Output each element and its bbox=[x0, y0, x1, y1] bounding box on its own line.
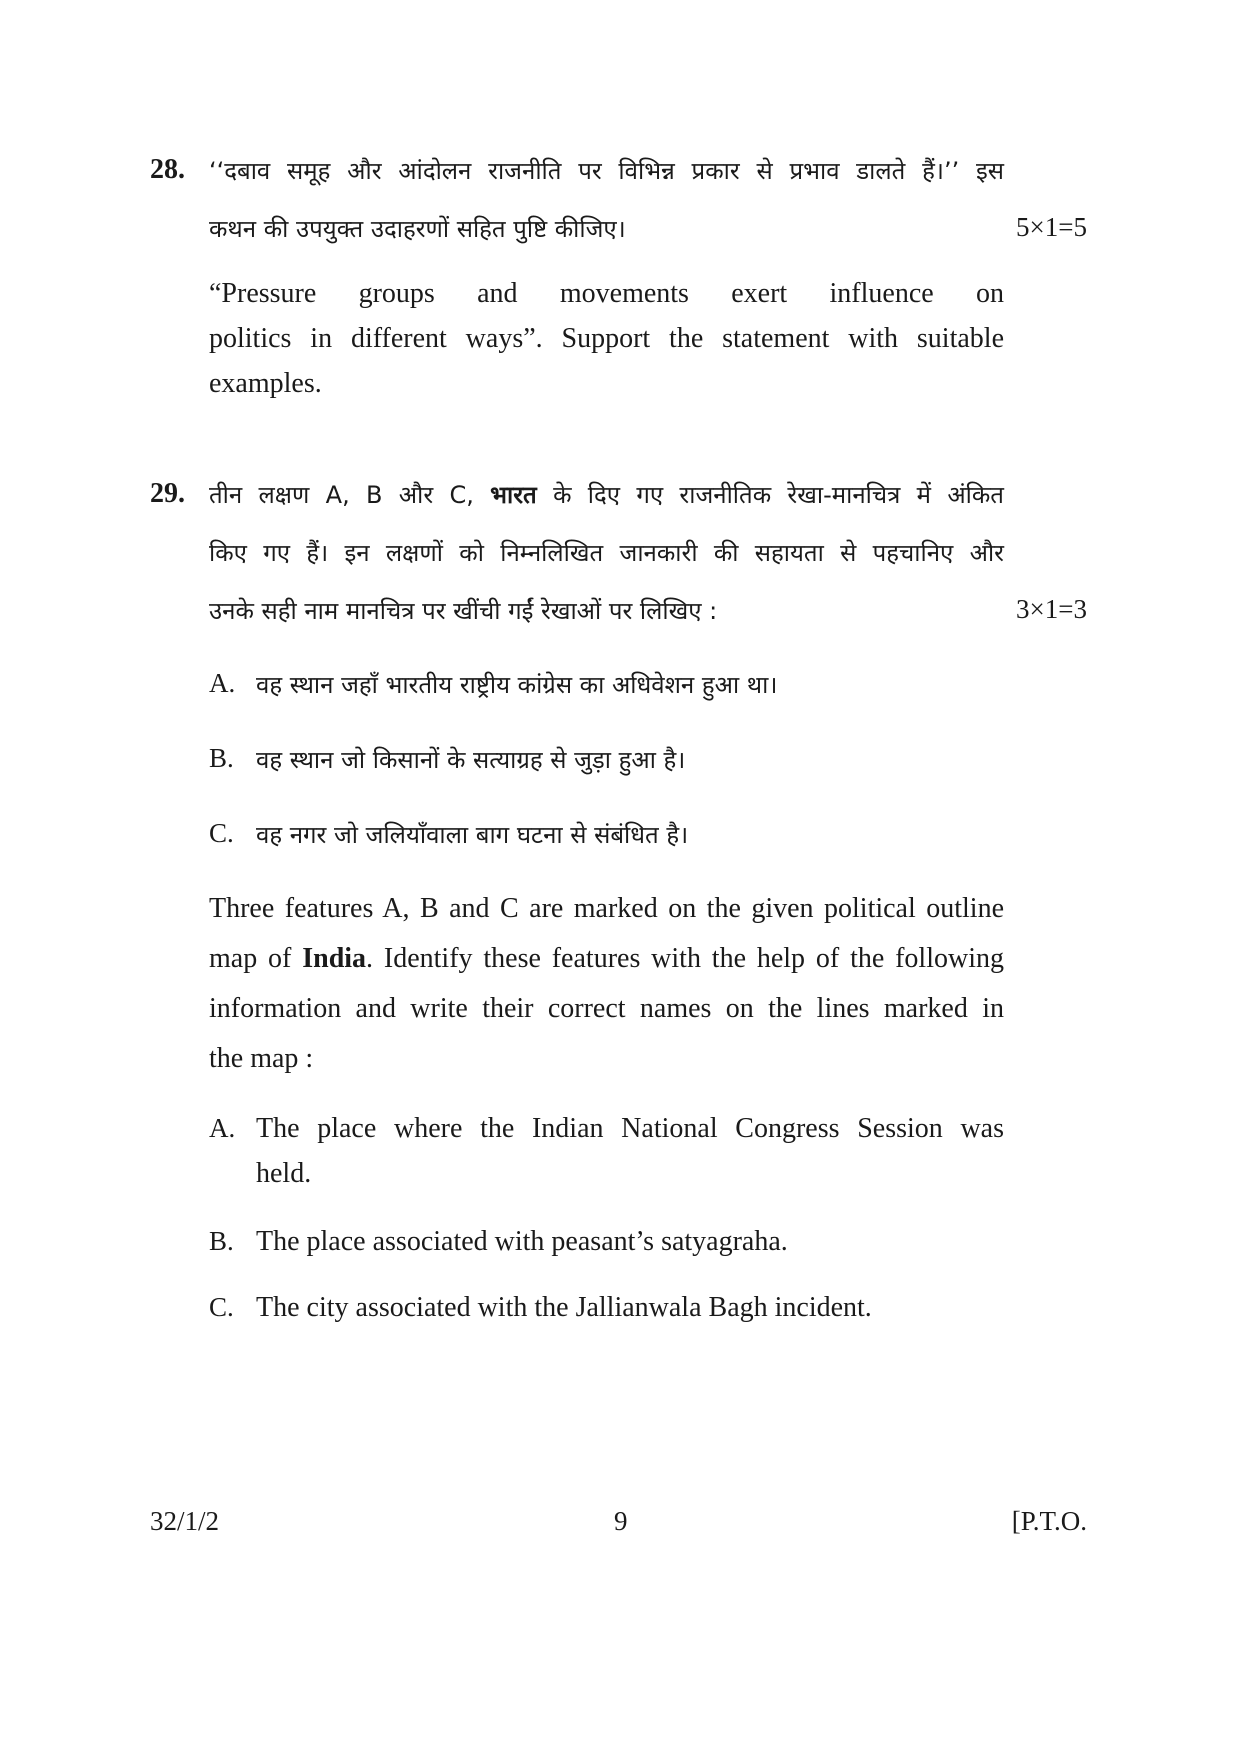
footer-paper-code: 32/1/2 bbox=[150, 1506, 220, 1536]
question-28-hindi-line-2: कथन की उपयुक्त उदाहरणों सहित पुष्टि कीजिए। bbox=[209, 215, 626, 243]
question-29-hindi-option-b-text: वह स्थान जो किसानों के सत्याग्रह से जुड़ा हुआ है। bbox=[256, 746, 686, 774]
question-29-marks: 3×1=3 bbox=[1016, 594, 1087, 624]
question-29-hindi-bold-bharat: भारत bbox=[490, 481, 537, 509]
question-29-hindi-option-c-text: वह नगर जो जलियाँवाला बाग घटना से संबंधित है। bbox=[256, 821, 689, 849]
question-29-hindi-line-1-pre: तीन लक्षण A, B और C, bbox=[209, 481, 474, 509]
question-28-number: 28. bbox=[150, 154, 185, 185]
question-29-hindi-line-1 bbox=[209, 478, 1004, 511]
footer-pto: [P.T.O. bbox=[1011, 1506, 1087, 1536]
question-29-hindi-option-a-text: वह स्थान जहाँ भारतीय राष्ट्रीय कांग्रेस का अधिवेशन हुआ था। bbox=[256, 671, 778, 699]
question-28-english-line-2: politics in different ways”. Support the statement with suitable bbox=[209, 323, 1004, 354]
question-29-english-option-a-line-2: held. bbox=[256, 1158, 312, 1189]
question-29-english-option-a-line-1: The place where the Indian National Congress Session was bbox=[256, 1113, 1004, 1144]
question-29-english-line-1: Three features A, B and C are marked on the given political outline bbox=[209, 893, 1004, 924]
question-29-hindi-option-b-letter: B. bbox=[209, 743, 234, 773]
question-29-english-line-3: information and write their correct names on the lines marked in bbox=[209, 993, 1004, 1024]
question-29-english-line-4: the map : bbox=[209, 1043, 314, 1074]
question-28-english-line-3: examples. bbox=[209, 368, 322, 399]
question-29-hindi-line-1-post: के दिए गए राजनीतिक रेखा-मानचित्र में अंकित bbox=[553, 481, 1004, 509]
question-29-english-option-a-letter: A. bbox=[209, 1113, 236, 1143]
question-29-english-line-2 bbox=[209, 943, 1004, 975]
question-29-english-line-2-post: . Identify these features with the help of the following bbox=[366, 943, 1004, 974]
question-29-english-option-b-letter: B. bbox=[209, 1226, 234, 1256]
question-29-number: 29. bbox=[150, 478, 185, 509]
question-29-hindi-line-2: किए गए हैं। इन लक्षणों को निम्नलिखित जानकारी की सहायता से पहचानिए और bbox=[209, 539, 1004, 567]
question-29-english-option-b-text: The place associated with peasant’s satyagraha. bbox=[256, 1226, 788, 1257]
question-29-english-option-c-text: The city associated with the Jallianwala Bagh incident. bbox=[256, 1292, 872, 1323]
question-28-hindi-line-1: ‘‘दबाव समूह और आंदोलन राजनीति पर विभिन्न प्रकार से प्रभाव डालते हैं।’’ इस bbox=[209, 157, 1004, 185]
question-29-hindi-option-c-letter: C. bbox=[209, 818, 234, 848]
question-28-marks: 5×1=5 bbox=[1016, 212, 1087, 242]
question-28-english-line-1: “Pressure groups and movements exert influence on bbox=[209, 278, 1004, 309]
question-29-hindi-option-a-letter: A. bbox=[209, 668, 236, 698]
question-29-english-line-2-pre: map of bbox=[209, 943, 292, 974]
question-29-english-option-c-letter: C. bbox=[209, 1292, 234, 1322]
question-29-hindi-line-3: उनके सही नाम मानचित्र पर खींची गईं रेखाओं पर लिखिए : bbox=[209, 597, 718, 625]
footer-page-number: 9 bbox=[614, 1506, 628, 1536]
question-29-english-bold-india: India bbox=[302, 943, 367, 974]
